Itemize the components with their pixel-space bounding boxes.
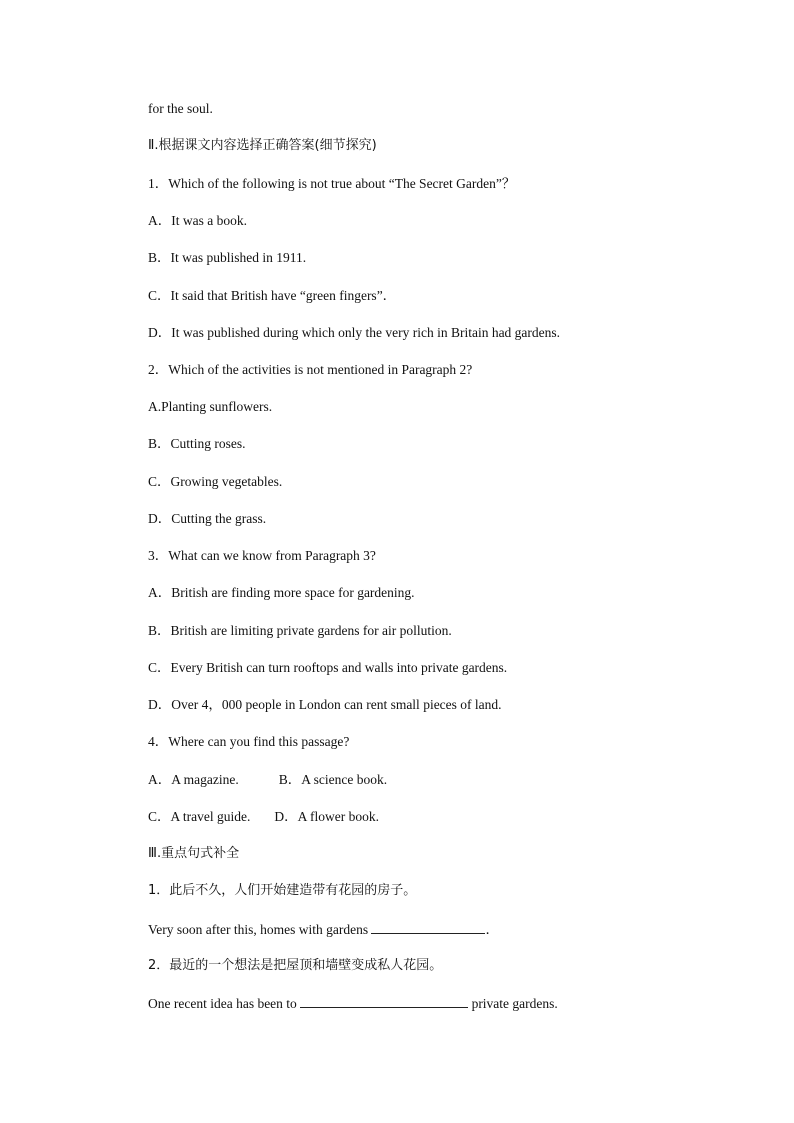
question-4: 4．Where can you find this passage? [148, 734, 350, 749]
section-heading-2: Ⅱ.根据课文内容选择正确答案(细节探究) [148, 138, 377, 153]
option-2c: C．Growing vegetables. [148, 474, 283, 489]
section-heading-3: Ⅲ.重点句式补全 [148, 846, 240, 861]
option-4b: B．A science book. [278, 772, 388, 787]
question-2: 2．Which of the activities is not mentioned in Paragraph 2? [148, 362, 473, 377]
sentence-2-chinese: 2．最近的一个想法是把屋顶和墙壁变成私人花园。 [148, 958, 443, 973]
options-4cd [148, 808, 379, 826]
answer-blank-2[interactable] [300, 994, 468, 1008]
question-1: 1．Which of the following is not true about “The Secret Garden”？ [148, 176, 516, 191]
option-1b: B．It was published in 1911. [148, 250, 307, 265]
sentence-1-english: Very soon after this, homes with gardens ． [148, 922, 499, 937]
option-2b: B．Cutting roses. [148, 436, 246, 451]
option-3a: A．British are finding more space for gardening. [148, 585, 415, 600]
option-3b: B．British are limiting private gardens for air pollution. [148, 623, 452, 638]
option-2a: A.Planting sunflowers. [148, 399, 273, 414]
option-1c: C．It said that British have “green fingers”． [148, 288, 397, 303]
text-line: for the soul. [148, 101, 213, 116]
option-3c: C．Every British can turn rooftops and walls into private gardens. [148, 660, 508, 675]
option-1a: A．It was a book. [148, 213, 247, 228]
answer-blank-1[interactable] [371, 920, 485, 934]
sentence-1-chinese: 1．此后不久，人们开始建造带有花园的房子。 [148, 883, 417, 898]
option-4d: D．A flower book. [274, 809, 379, 824]
option-1d: D．It was published during which only the very rich in Britain had gardens. [148, 325, 561, 340]
option-4a: A．A magazine. [148, 772, 239, 787]
option-2d: D．Cutting the grass. [148, 511, 267, 526]
question-3: 3．What can we know from Paragraph 3? [148, 548, 376, 563]
option-3d: D．Over 4，000 people in London can rent small pieces of land. [148, 697, 502, 712]
option-4c: C．A travel guide. [148, 809, 251, 824]
sentence-2-english: One recent idea has been to private gardens. [148, 996, 558, 1011]
options-4ab [148, 771, 387, 789]
